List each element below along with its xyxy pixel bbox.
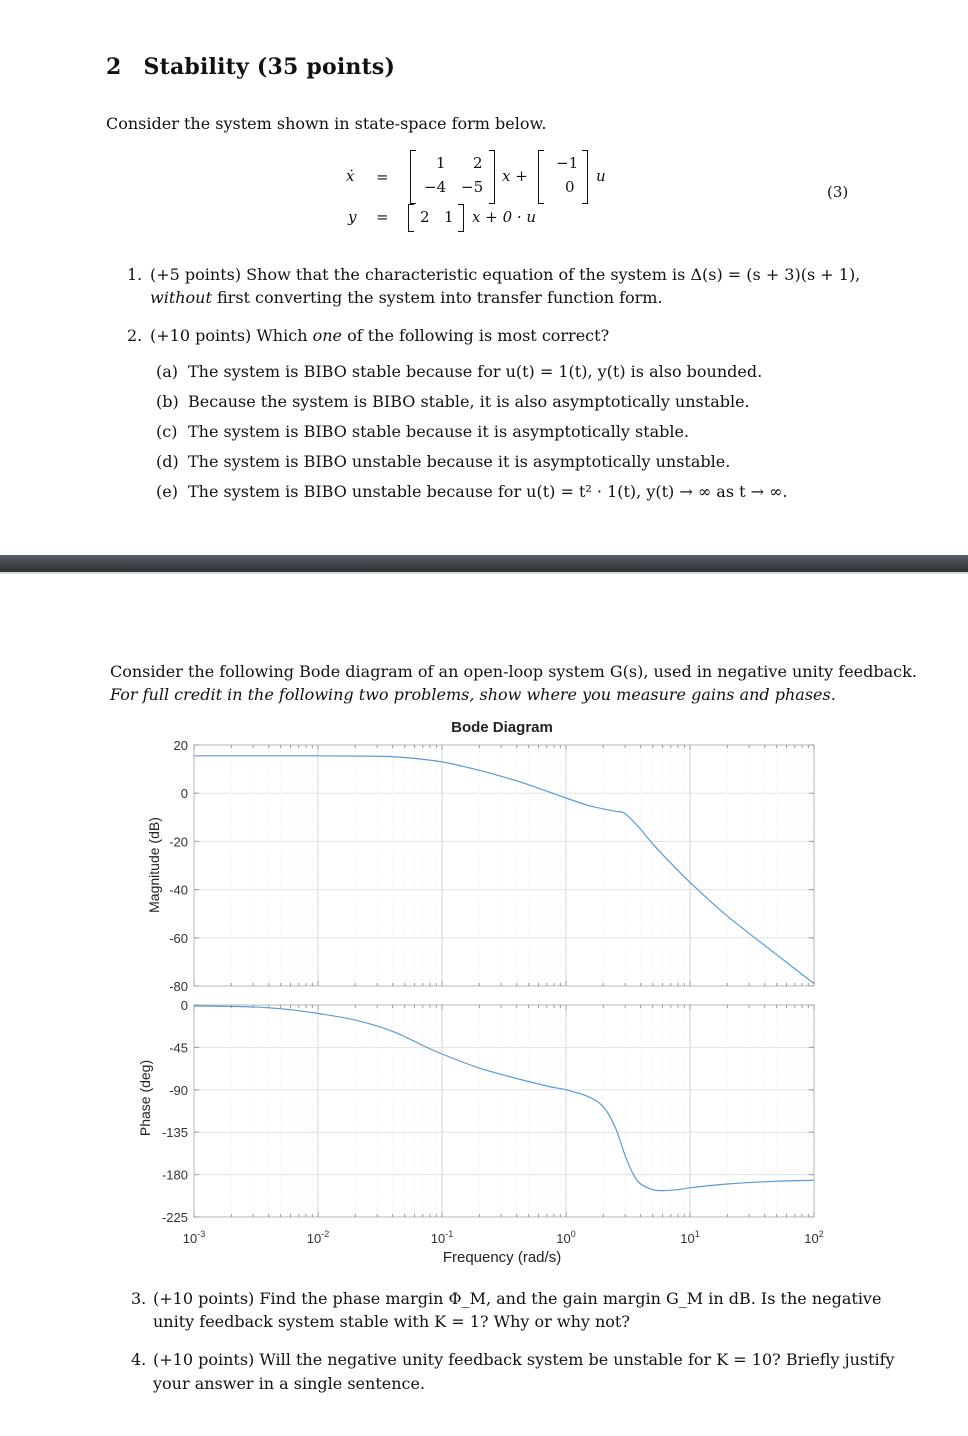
question-1-line2-text: first converting the system into transfer function form. [211,288,663,307]
option-text: The system is BIBO stable because it is asymptotically stable. [188,422,690,441]
phase-ytick-label: 0 [180,998,188,1013]
equation-number: (3) [827,183,849,201]
phase-ylabel: Phase (deg) [137,1059,153,1137]
phase-grid [194,1005,814,1217]
magnitude-ytick-label: 0 [180,786,188,802]
magnitude-ylabel: Magnitude (dB) [146,817,162,913]
magnitude-ytick-label: -40 [169,882,188,898]
magnitude-ytick-label: 20 [173,738,188,753]
frequency-xtick-label: $10^{-3}$ [182,1229,206,1246]
u-term: u [596,167,606,185]
option-label: (c) [156,422,178,441]
phase-ytick-labels [162,998,188,1225]
matrix-a-entry: −5 [461,178,484,196]
option-text: Because the system is BIBO stable, it is also asymptotically unstable. [188,392,750,411]
question-2-pre: (+10 points) Which [150,326,313,345]
phase-series-line [194,1006,814,1191]
frequency-xtick-label: $10^0$ [556,1229,576,1246]
magnitude-ytick-label: -60 [169,930,188,946]
x-plus-term: x + [502,167,528,185]
xdot-symbol: ẋ [346,167,355,185]
question-4-line2: your answer in a single sentence. [153,1374,426,1393]
question-4-line1: (+10 points) Will the negative unity feedback system be unstable for K = 10? Briefly justify [153,1350,895,1369]
output-term: x + 0 · u [472,208,537,226]
option-label: (b) [156,392,179,411]
question-2-emphasis: one [312,326,342,345]
frequency-xtick-label: $10^2$ [804,1229,824,1246]
matrix-c-entry: 2 [420,208,430,226]
matrix-c-entry: 1 [444,208,454,226]
question-3-label: 3. [131,1289,147,1308]
question-4-label: 4. [131,1350,147,1369]
magnitude-ytick-label: -80 [169,979,188,994]
phase-ticks [194,1005,814,1217]
magnitude-ytick-labels [169,738,188,994]
magnitude-ticks [194,745,814,986]
option-text: The system is BIBO unstable because it is asymptotically unstable. [188,452,731,471]
equals-2: = [376,208,389,226]
y-symbol: y [348,208,357,226]
magnitude-axes-box [194,745,814,986]
option-text: The system is BIBO unstable because for u(t) = t² · 1(t), y(t) → ∞ as t → ∞. [188,482,788,501]
bode-intro-line2: For full credit in the following two problems, show where you measure gains and phases. [110,685,836,704]
question-2-label: 2. [127,326,143,345]
magnitude-series-line [194,756,814,984]
matrix-a-entry: 1 [436,154,446,172]
option-text: The system is BIBO stable because for u(t) = 1(t), y(t) is also bounded. [188,362,763,381]
frequency-xtick-labels [183,1229,824,1246]
intro-text: Consider the system shown in state-space form below. [106,114,547,133]
phase-ytick-label: -180 [161,1167,188,1183]
bode-intro-line1: Consider the following Bode diagram of an open-loop system G(s), used in negative unity feedback. [110,662,917,681]
phase-ytick-label: -225 [161,1210,188,1225]
section-title: Stability (35 points) [143,54,396,80]
question-1-line1: (+5 points) Show that the characteristic equation of the system is Δ(s) = (s + 3)(s + 1), [150,265,861,284]
magnitude-ytick-label: -20 [169,834,188,850]
magnitude-grid [194,745,814,986]
question-3-line1: (+10 points) Find the phase margin Φ_M, and the gain margin G_M in dB. Is the negative [153,1289,882,1308]
question-1-emphasis: without [150,288,212,307]
matrix-b-entry: 0 [565,178,575,196]
frequency-xtick-label: $10^{-1}$ [430,1229,454,1246]
phase-ytick-label: -45 [169,1040,188,1056]
phase-ytick-label: -135 [161,1125,188,1141]
matrix-a-entry: 2 [473,154,483,172]
matrix-b-entry: −1 [556,154,579,172]
section-number: 2 [106,54,122,80]
option-label: (e) [156,482,178,501]
phase-ytick-label: -90 [169,1082,188,1098]
frequency-xlabel: Frequency (rad/s) [442,1249,562,1266]
frequency-xtick-label: $10^{-2}$ [306,1229,330,1246]
equals-1: = [376,168,389,186]
question-2-post: of the following is most correct? [341,326,610,345]
chart-title: Bode Diagram [451,719,553,736]
question-3-line2: unity feedback system stable with K = 1? Why or why not? [153,1312,630,1331]
option-label: (a) [156,362,179,381]
phase-axes-box [194,1005,814,1217]
option-label: (d) [156,452,179,471]
frequency-xtick-label: $10^1$ [680,1229,700,1246]
question-1-label: 1. [127,265,143,284]
matrix-a-entry: −4 [424,178,447,196]
